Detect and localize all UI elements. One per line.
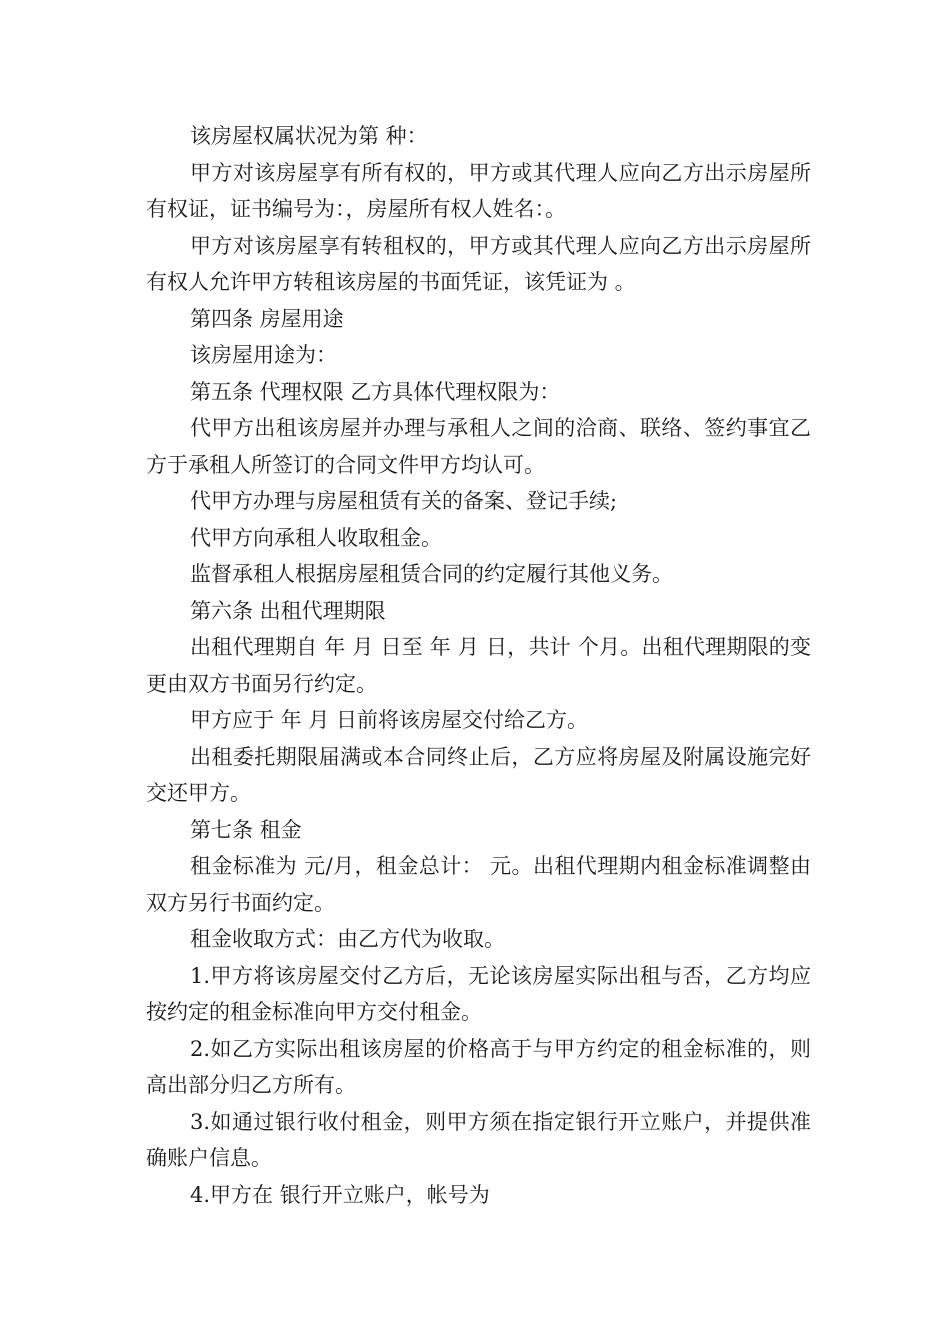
heading-article-6: 第六条 出租代理期限 (190, 598, 386, 623)
paragraph-rent-item-4: 4.甲方在 银行开立账户，帐号为 (190, 1182, 490, 1207)
paragraph-agency-period: 出租代理期自 年 月 日至 年 月 日，共计 个月。出租代理期限的变更由双方书面另行约定。 (146, 635, 811, 696)
paragraph-ownership-right: 甲方对该房屋享有所有权的，甲方或其代理人应向乙方出示房屋所有权证，证书编号为：，房屋所有权人姓名：。 (146, 160, 811, 221)
paragraph-sublease-right: 甲方对该房屋享有转租权的，甲方或其代理人应向乙方出示房屋所有权人允许甲方转租该房屋的书面凭证，该凭证为 。 (146, 233, 811, 294)
paragraph-agency-rent-collection: 代甲方向承租人收取租金。 (190, 525, 442, 550)
paragraph-agency-lease: 代甲方出租该房屋并办理与承租人之间的洽商、联络、签约事宜乙方于承租人所签订的合同文件甲方均认可。 (146, 416, 811, 477)
heading-article-4: 第四条 房屋用途 (190, 306, 344, 331)
paragraph-rent-item-3: 3.如通过银行收付租金，则甲方须在指定银行开立账户，并提供准确账户信息。 (146, 1109, 811, 1170)
document-body (146, 118, 811, 1213)
paragraph-rent-item-2: 2.如乙方实际出租该房屋的价格高于与甲方约定的租金标准的，则高出部分归乙方所有。 (146, 1036, 811, 1097)
heading-article-7: 第七条 租金 (190, 817, 302, 842)
paragraph-agency-registration: 代甲方办理与房屋租赁有关的备案、登记手续; (190, 489, 618, 513)
paragraph-return-property: 出租委托期限届满或本合同终止后，乙方应将房屋及附属设施完好交还甲方。 (146, 744, 811, 805)
paragraph-ownership-status: 该房屋权属状况为第 种： (190, 124, 428, 148)
paragraph-agency-supervision: 监督承租人根据房屋租赁合同的约定履行其他义务。 (190, 562, 673, 586)
paragraph-rent-standard: 租金标准为 元/月，租金总计： 元。出租代理期内租金标准调整由双方另行书面约定。 (146, 854, 811, 915)
paragraph-rent-collection-method: 租金收取方式：由乙方代为收取。 (190, 927, 505, 951)
heading-article-5: 第五条 代理权限 乙方具体代理权限为： (190, 379, 561, 404)
paragraph-usage: 该房屋用途为： (190, 343, 337, 367)
paragraph-rent-item-1: 1.甲方将该房屋交付乙方后，无论该房屋实际出租与否，乙方均应按约定的租金标准向甲方交付租金。 (146, 963, 811, 1024)
paragraph-handover-date: 甲方应于 年 月 日前将该房屋交付给乙方。 (190, 708, 589, 732)
